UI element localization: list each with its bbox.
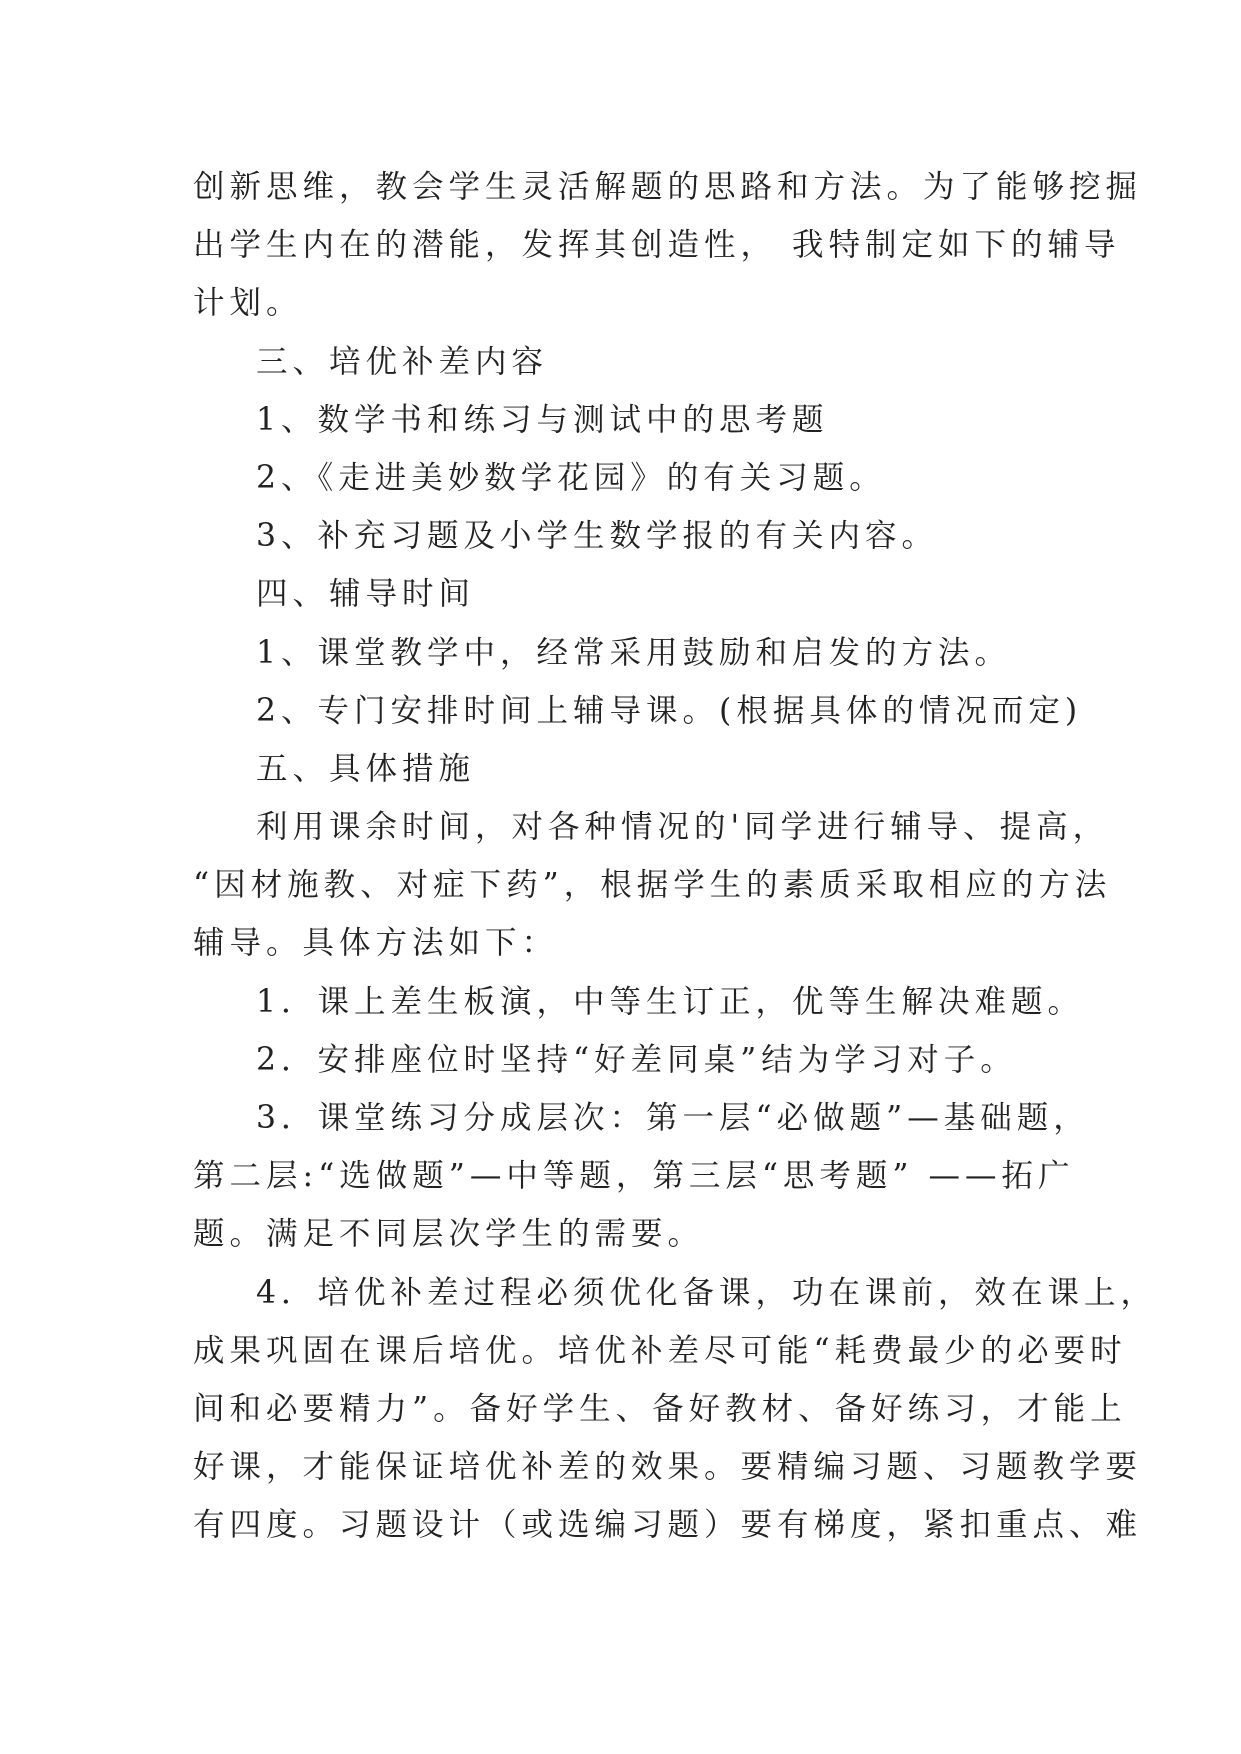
- text-line: 辅导。具体方法如下：: [193, 925, 559, 962]
- text-line: 四、辅导时间: [256, 576, 476, 613]
- text-line: 4．培优补差过程必须优化备课，功在课前，效在课上，: [256, 1274, 1158, 1311]
- text-line: 1．课上差生板演，中等生订正，优等生解决难题。: [256, 983, 1085, 1020]
- text-line: 五、具体措施: [256, 750, 476, 787]
- text-line: 间和必要精力”。备好学生、备好教材、备好练习，才能上: [193, 1390, 1127, 1427]
- text-line: 2．安排座位时坚持“好差同桌”结为学习对子。: [256, 1041, 1017, 1078]
- text-line: 计划。: [193, 285, 303, 322]
- text-line: 创新思维，教会学生灵活解题的思路和方法。为了能够挖掘: [193, 169, 1143, 205]
- text-line: 1、数学书和练习与测试中的思考题: [256, 401, 829, 438]
- text-line: 题。满足不同层次学生的需要。: [193, 1216, 705, 1253]
- text-line: 第二层:“选做题”—中等题，第三层“思考题” ——拓广: [193, 1158, 1075, 1195]
- text-line: 成果巩固在课后培优。培优补差尽可能“耗费最少的必要时: [193, 1332, 1127, 1369]
- text-line: 2、《走进美妙数学花园》的有关习题。: [256, 459, 886, 496]
- document-body: [193, 158, 1158, 1555]
- text-line: 1、课堂教学中，经常采用鼓励和启发的方法。: [256, 634, 1012, 671]
- text-line: 三、培优补差内容: [256, 343, 549, 380]
- text-line: 3、补充习题及小学生数学报的有关内容。: [256, 518, 939, 555]
- text-line: 好课，才能保证培优补差的效果。要精编习题、习题教学要: [193, 1449, 1143, 1486]
- text-line: 利用课余时间，对各种情况的'同学进行辅导、提高，: [256, 809, 1110, 846]
- text-line: 3．课堂练习分成层次：第一层“必做题”—基础题，: [256, 1100, 1090, 1136]
- text-line: 出学生内在的潜能，发挥其创造性， 我特制定如下的辅导: [193, 227, 1121, 264]
- text-line: 2、专门安排时间上辅导课。(根据具体的情况而定): [256, 692, 1083, 729]
- text-line: “因材施教、对症下药”，根据学生的素质采取相应的方法: [193, 867, 1112, 904]
- text-line: 有四度。习题设计（或选编习题）要有梯度，紧扣重点、难: [193, 1507, 1143, 1544]
